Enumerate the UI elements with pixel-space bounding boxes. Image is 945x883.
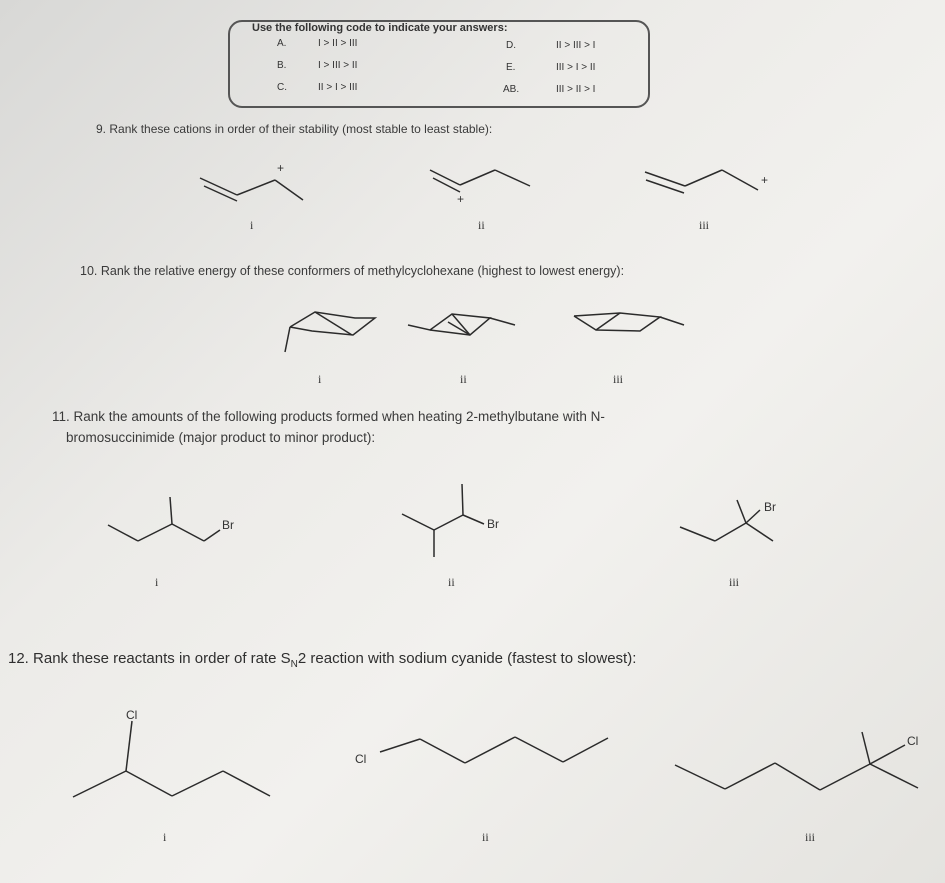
q11-label-ii: ii xyxy=(448,575,455,589)
q9-label-iii: iii xyxy=(699,218,710,232)
q9-text: Rank these cations in order of their stability (most stable to least stable): xyxy=(109,122,493,136)
q11-structure-i xyxy=(108,497,220,541)
q10-text-row xyxy=(80,264,624,278)
q11-structure-iii xyxy=(680,500,773,541)
q11-br-iii: Br xyxy=(764,500,776,514)
q11-label-i: i xyxy=(155,575,159,589)
q10-chair-ii xyxy=(408,314,515,335)
q9-structure-ii xyxy=(430,170,530,192)
answer-key-title: Use the following code to indicate your answers: xyxy=(252,22,508,34)
q11-structure-ii xyxy=(402,484,484,557)
q11-br-i: Br xyxy=(222,518,234,532)
q12-structure-i xyxy=(73,721,270,797)
q10-text: Rank the relative energy of these conformers of methylcyclohexane (highest to lowest energy): xyxy=(100,264,625,278)
option-letter: B. xyxy=(277,60,287,71)
q9-charge-iii: + xyxy=(761,173,769,187)
q12-cl-iii: Cl xyxy=(907,734,919,748)
q9-charge-ii: + xyxy=(457,192,465,206)
option-letter: D. xyxy=(506,40,516,51)
q10-label-iii: iii xyxy=(613,372,624,386)
q12-structure-iii xyxy=(675,732,918,790)
q10-chair-i xyxy=(285,312,375,352)
q10-number: 10. xyxy=(80,264,98,278)
q11-text-line1: Rank the amounts of the following products formed when heating 2-methylbutane with N- xyxy=(73,409,605,424)
q12-cl-i: Cl xyxy=(126,708,138,722)
q9-number: 9. xyxy=(96,122,107,136)
option-order: I > II > III xyxy=(318,38,358,49)
q12-label-iii: iii xyxy=(805,830,816,844)
option-order: I > III > II xyxy=(318,60,358,71)
q12-text-before: Rank these reactants in order of rate S xyxy=(33,650,291,667)
option-letter: C. xyxy=(277,82,287,93)
q11-br-ii: Br xyxy=(487,517,499,531)
q12-label-ii: ii xyxy=(482,830,489,844)
option-letter: AB. xyxy=(503,84,520,95)
q11-label-iii: iii xyxy=(729,575,740,589)
q9-label-i: i xyxy=(250,218,254,232)
q12-text-row xyxy=(8,650,636,670)
q12-cl-ii: Cl xyxy=(355,752,367,766)
q9-structure-iii xyxy=(645,170,758,193)
option-letter: A. xyxy=(277,38,287,49)
q9-charge-i: + xyxy=(277,161,285,175)
q11-text-line2: bromosuccinimide (major product to minor product): xyxy=(66,430,376,445)
q12-number: 12. xyxy=(8,650,29,667)
q11-number: 11. xyxy=(52,409,70,424)
q11-text-row xyxy=(52,409,605,424)
q10-label-i: i xyxy=(318,372,322,386)
q12-text-after: 2 reaction with sodium cyanide (fastest to slowest): xyxy=(297,650,637,667)
option-order: III > II > I xyxy=(556,84,596,95)
q12-text-sub: N xyxy=(290,659,298,670)
q9-label-ii: ii xyxy=(478,218,485,232)
option-order: II > I > III xyxy=(318,82,358,93)
q12-structure-ii xyxy=(380,737,608,763)
q10-chair-iii xyxy=(574,313,684,331)
option-order: III > I > II xyxy=(556,62,596,73)
q10-label-ii: ii xyxy=(460,372,467,386)
option-letter: E. xyxy=(506,62,516,73)
q9-structure-i xyxy=(200,178,303,201)
option-order: II > III > I xyxy=(556,40,596,51)
q12-label-i: i xyxy=(163,830,167,844)
